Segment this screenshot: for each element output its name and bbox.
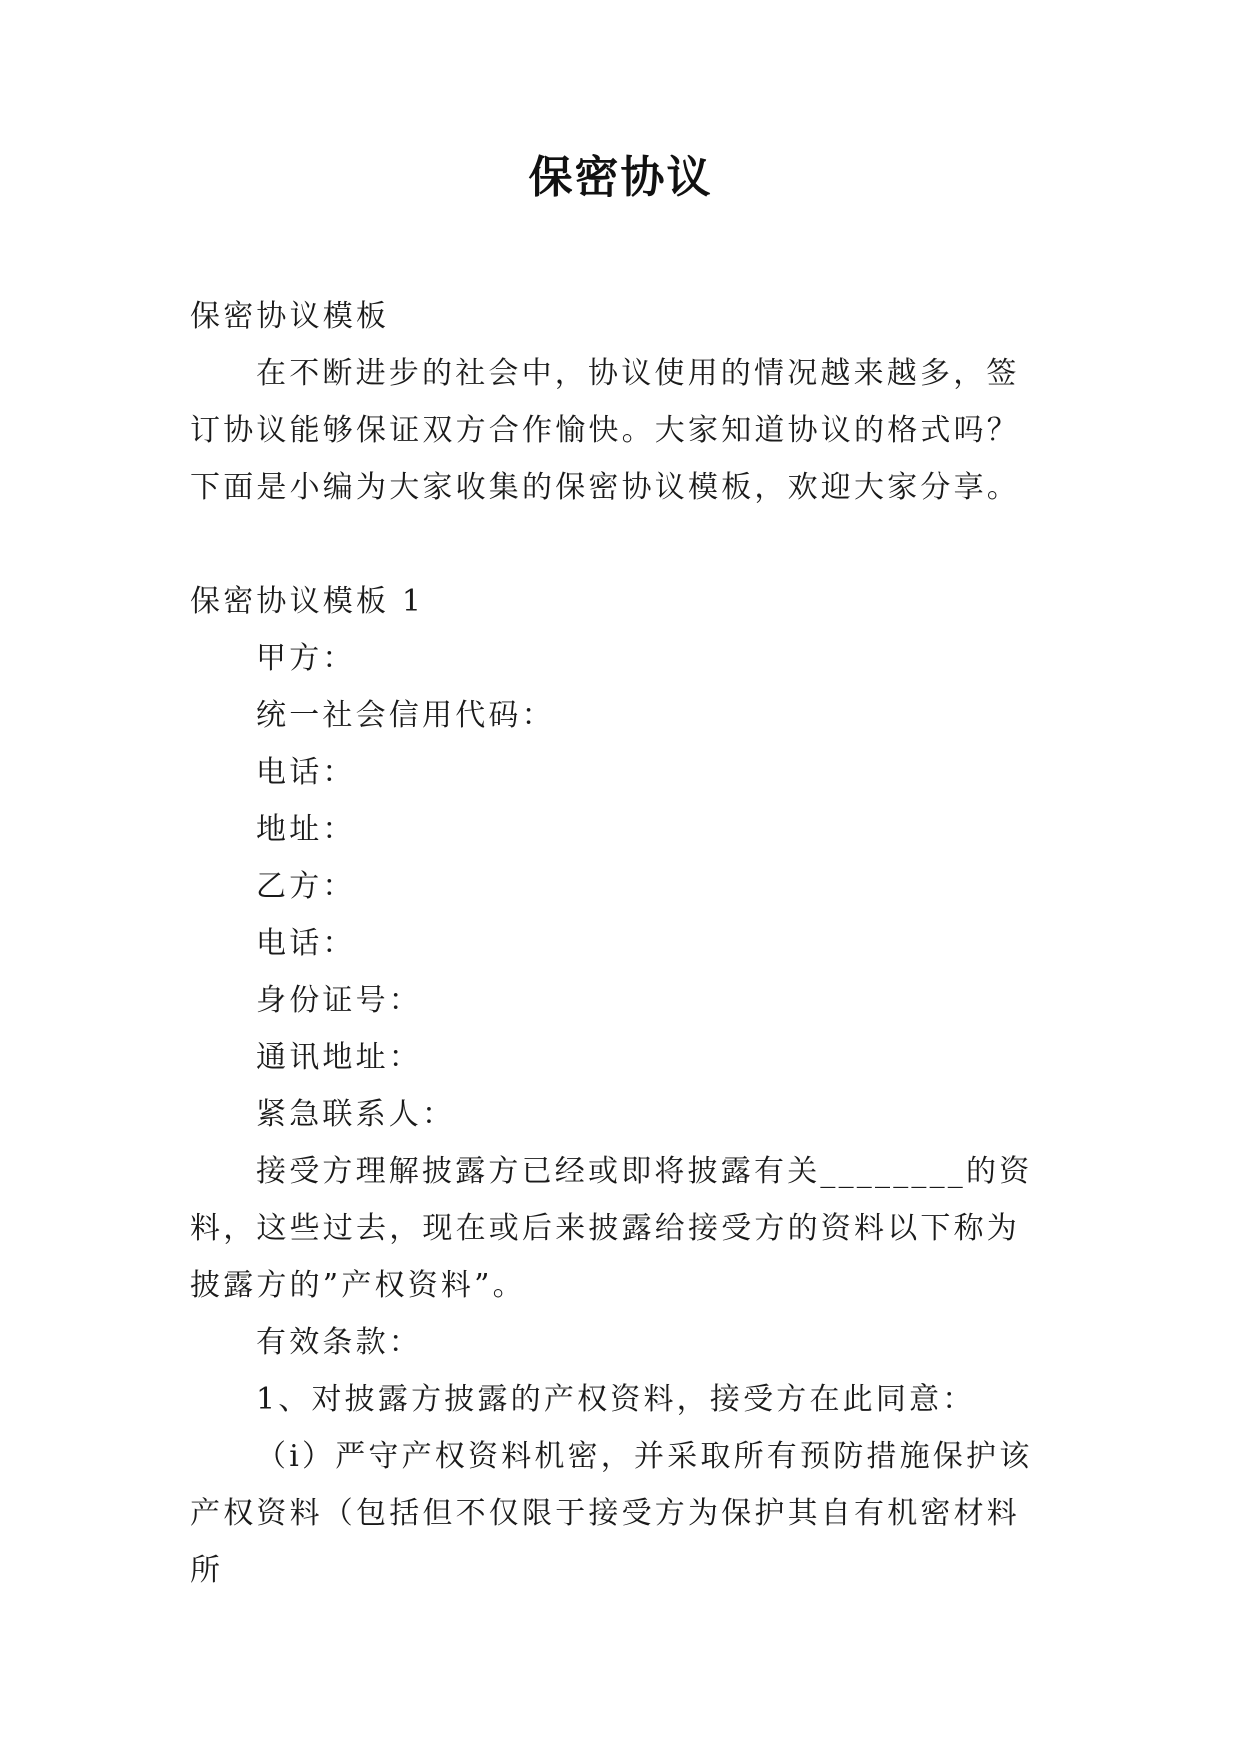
document-body bbox=[190, 288, 1052, 1599]
field-party-a: 甲方： bbox=[256, 641, 356, 676]
effective-terms-heading: 有效条款： bbox=[256, 1325, 422, 1360]
field-address-a: 地址： bbox=[256, 812, 356, 847]
intro-heading: 保密协议模板 bbox=[190, 299, 390, 334]
field-credit-code: 统一社会信用代码： bbox=[256, 698, 555, 733]
field-phone-a: 电话： bbox=[256, 755, 356, 790]
intro-paragraph: 在不断进步的社会中，协议使用的情况越来越多，签订协议能够保证双方合作愉快。大家知道协议的格式吗？下面是小编为大家收集的保密协议模板，欢迎大家分享。 bbox=[190, 356, 1020, 505]
document-title: 保密协议 bbox=[528, 152, 713, 203]
section-heading-template-1: 保密协议模板 1 bbox=[190, 584, 425, 619]
understanding-paragraph: 接受方理解披露方已经或即将披露有关________的资料，这些过去，现在或后来披露给接受方的资料以下称为披露方的”产权资料”。 bbox=[190, 1154, 1033, 1303]
field-id-number: 身份证号： bbox=[256, 983, 422, 1018]
field-mailing-address: 通讯地址： bbox=[256, 1040, 422, 1075]
field-party-b: 乙方： bbox=[256, 869, 356, 904]
clause-1-i: （i）严守产权资料机密，并采取所有预防措施保护该产权资料（包括但不仅限于接受方为保护其自有机密材料所 bbox=[190, 1439, 1033, 1588]
field-emergency-contact: 紧急联系人： bbox=[256, 1097, 456, 1132]
field-phone-b: 电话： bbox=[256, 926, 356, 961]
clause-1: 1、对披露方披露的产权资料，接受方在此同意： bbox=[256, 1382, 976, 1417]
